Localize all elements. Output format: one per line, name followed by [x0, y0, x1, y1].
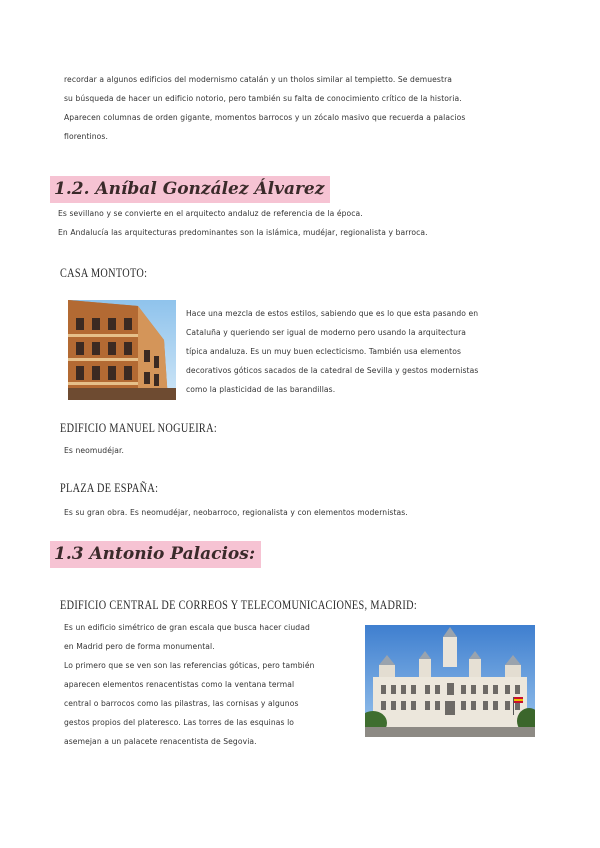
correos-line: aparecen elementos renacentistas como la ventana termal	[64, 680, 295, 689]
casa-montoto-line: típica andaluza. Es un muy buen eclecticismo. También usa elementos	[186, 347, 462, 356]
casa-montoto-image	[68, 300, 176, 400]
correos-photo	[365, 625, 535, 737]
casa-montoto-photo	[68, 300, 176, 400]
intro-line: Aparecen columnas de orden gigante, momentos barrocos y un zócalo masivo que recuerda a palacios	[64, 113, 466, 122]
intro-paragraph	[64, 70, 544, 146]
plaza-espana-text: Es su gran obra. Es neomudéjar, neobarroco, regionalista y con elementos modernistas.	[64, 508, 408, 517]
intro-line: recordar a algunos edificios del modernismo catalán y un tholos similar al tempietto. Se demuestra	[64, 75, 453, 84]
correos-line: asemejan a un palacete renacentista de Segovia.	[64, 737, 257, 746]
correos-line: Lo primero que se ven son las referencias góticas, pero también	[64, 661, 315, 670]
gonzalez-line: Es sevillano y se convierte en el arquitecto andaluz de referencia de la época.	[58, 209, 363, 218]
casa-montoto-text	[186, 304, 531, 399]
correos-line: gestos propios del plateresco. Las torres de las esquinas lo	[64, 718, 295, 727]
palacio-cibeles-image	[365, 625, 535, 737]
correos-line: central o barrocos como las pilastras, las cornisas y algunos	[64, 699, 299, 708]
nogueira-title: EDIFICIO MANUEL NOGUEIRA:	[60, 421, 218, 435]
plaza-espana-title: PLAZA DE ESPAÑA:	[60, 481, 159, 495]
correos-line: en Madrid pero de forma monumental.	[64, 642, 215, 651]
intro-line: florentinos.	[64, 132, 108, 141]
correos-title: EDIFICIO CENTRAL DE CORREOS Y TELECOMUNICACIONES, MADRID:	[60, 598, 418, 612]
casa-montoto-line: decorativos góticos sacados de la catedral de Sevilla y gestos modernistas	[186, 366, 479, 375]
correos-line: Es un edificio simétrico de gran escala que busca hacer ciudad	[64, 623, 310, 632]
gonzalez-line: En Andalucía las arquitecturas predominantes son la islámica, mudéjar, regionalista y barroca.	[58, 228, 428, 237]
casa-montoto-line: como la plasticidad de las barandillas.	[186, 385, 336, 394]
casa-montoto-line: Hace una mezcla de estos estilos, sabiendo que es lo que esta pasando en	[186, 309, 479, 318]
intro-line: su búsqueda de hacer un edificio notorio, pero también su falta de conocimiento crítico de la historia.	[64, 94, 462, 103]
section-heading-palacios: 1.3 Antonio Palacios:	[50, 541, 261, 568]
gonzalez-paragraph	[58, 204, 558, 242]
nogueira-text: Es neomudéjar.	[64, 446, 125, 455]
correos-text	[64, 618, 364, 751]
casa-montoto-title: CASA MONTOTO:	[60, 266, 148, 280]
casa-montoto-line: Cataluña y queriendo ser igual de moderno pero usando la arquitectura	[186, 328, 467, 337]
section-heading-gonzalez: 1.2. Aníbal González Álvarez	[50, 176, 330, 203]
